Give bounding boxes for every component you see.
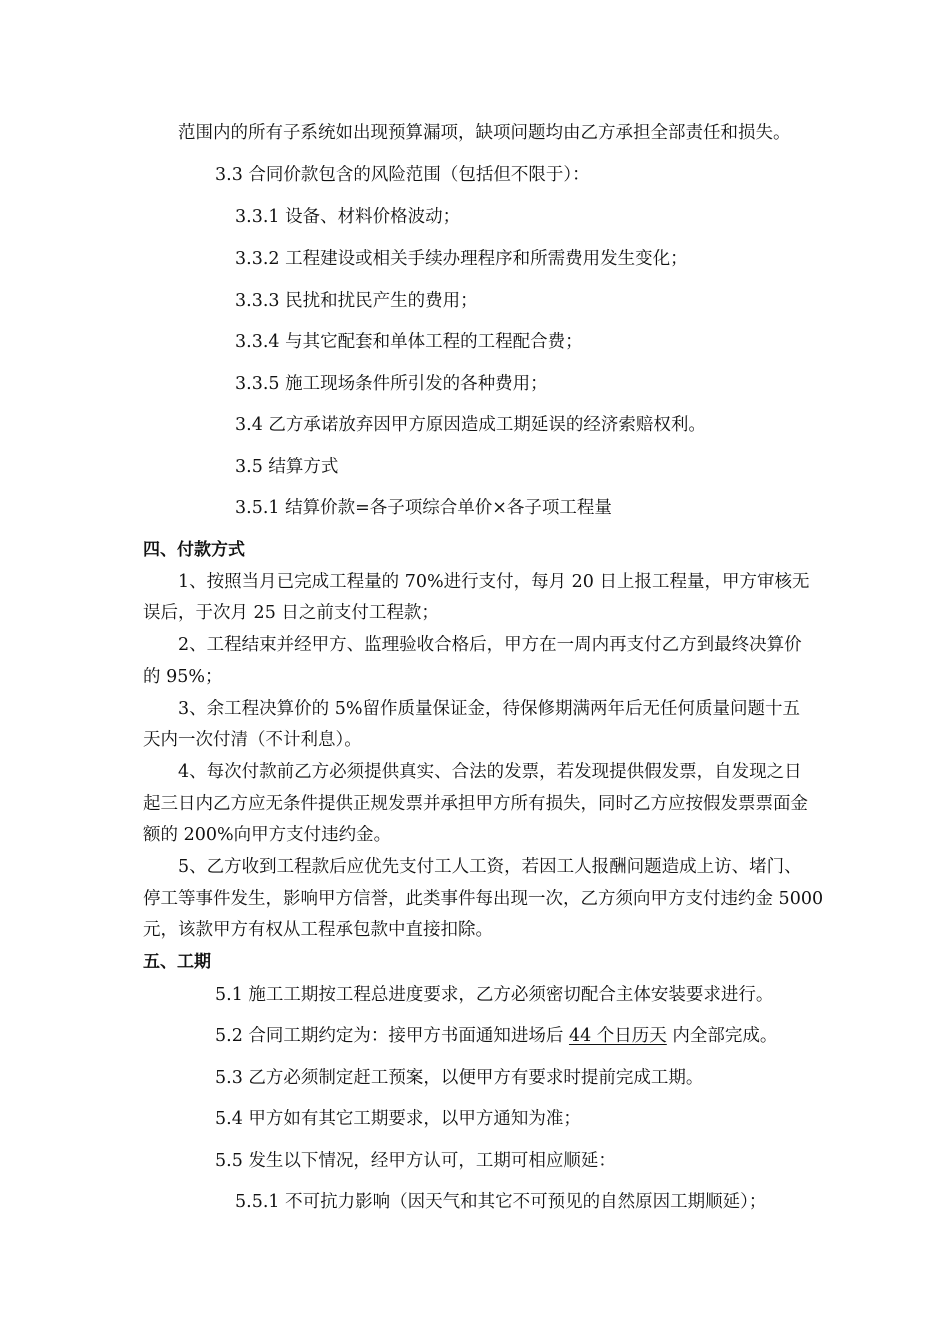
clause-5-5-1: 5.5.1 不可抗力影响（因天气和其它不可预见的自然原因工期顺延）； <box>235 1192 767 1212</box>
payment-item-4-line-1: 4、每次付款前乙方必须提供真实、合法的发票，若发现提供假发票，自发现之日 <box>178 762 802 782</box>
clause-3-5-1: 3.5.1 结算价款=各子项综合单价×各子项工程量 <box>235 498 612 518</box>
clause-5-2-suffix: 内全部完成。 <box>666 1026 778 1046</box>
clause-3-3-4: 3.3.4 与其它配套和单体工程的工程配合费； <box>235 332 583 352</box>
payment-item-5-line-2: 停工等事件发生，影响甲方信誉，此类事件每出现一次，乙方须向甲方支付违约金 5000 <box>143 889 824 909</box>
clause-3-4: 3.4 乙方承诺放弃因甲方原因造成工期延误的经济索赔权利。 <box>235 415 706 435</box>
payment-item-1-line-1: 1、按照当月已完成工程量的 70%进行支付，每月 20 日上报工程量，甲方审核无 <box>178 572 810 592</box>
clause-5-3: 5.3 乙方必须制定赶工预案，以便甲方有要求时提前完成工期。 <box>215 1068 704 1088</box>
clause-3-3-2: 3.3.2 工程建设或相关手续办理程序和所需费用发生变化； <box>235 249 688 269</box>
clause-5-2 <box>215 1024 777 1048</box>
clause-3-3: 3.3 合同价款包含的风险范围（包括但不限于）： <box>215 165 590 185</box>
clause-3-3-1: 3.3.1 设备、材料价格波动； <box>235 207 461 227</box>
payment-item-2-line-2: 的 95%； <box>143 667 223 687</box>
payment-item-5-line-1: 5、乙方收到工程款后应优先支付工人工资，若因工人报酬问题造成上访、堵门、 <box>178 857 802 877</box>
paragraph-line: 范围内的所有子系统如出现预算漏项，缺项问题均由乙方承担全部责任和损失。 <box>178 123 791 143</box>
section-heading-payment: 四、付款方式 <box>143 540 245 560</box>
clause-5-2-prefix: 5.2 合同工期约定为：接甲方书面通知进场后 <box>215 1026 569 1046</box>
payment-item-2-line-1: 2、工程结束并经甲方、监理验收合格后，甲方在一周内再支付乙方到最终决算价 <box>178 635 802 655</box>
payment-item-4-line-2: 起三日内乙方应无条件提供正规发票并承担甲方所有损失，同时乙方应按假发票票面金 <box>143 794 808 814</box>
payment-item-1-line-2: 误后，于次月 25 日之前支付工程款； <box>143 603 439 623</box>
clause-3-5: 3.5 结算方式 <box>235 457 339 477</box>
clause-5-1: 5.1 施工工期按工程总进度要求，乙方必须密切配合主体安装要求进行。 <box>215 985 774 1005</box>
clause-3-3-5: 3.3.5 施工现场条件所引发的各种费用； <box>235 374 548 394</box>
clause-3-3-3: 3.3.3 民扰和扰民产生的费用； <box>235 291 478 311</box>
clause-5-4: 5.4 甲方如有其它工期要求，以甲方通知为准； <box>215 1109 581 1129</box>
payment-item-5-line-3: 元，该款甲方有权从工程承包款中直接扣除。 <box>143 920 493 940</box>
clause-5-5: 5.5 发生以下情况，经甲方认可，工期可相应顺延： <box>215 1151 616 1171</box>
payment-item-4-line-3: 额的 200%向甲方支付违约金。 <box>143 825 392 845</box>
payment-item-3-line-2: 天内一次付清（不计利息）。 <box>143 730 362 750</box>
payment-item-3-line-1: 3、余工程决算价的 5%留作质量保证金，待保修期满两年后无任何质量问题十五 <box>178 699 800 719</box>
section-heading-schedule: 五、工期 <box>143 952 211 972</box>
duration-underlined: 44 个日历天 <box>568 1026 667 1046</box>
